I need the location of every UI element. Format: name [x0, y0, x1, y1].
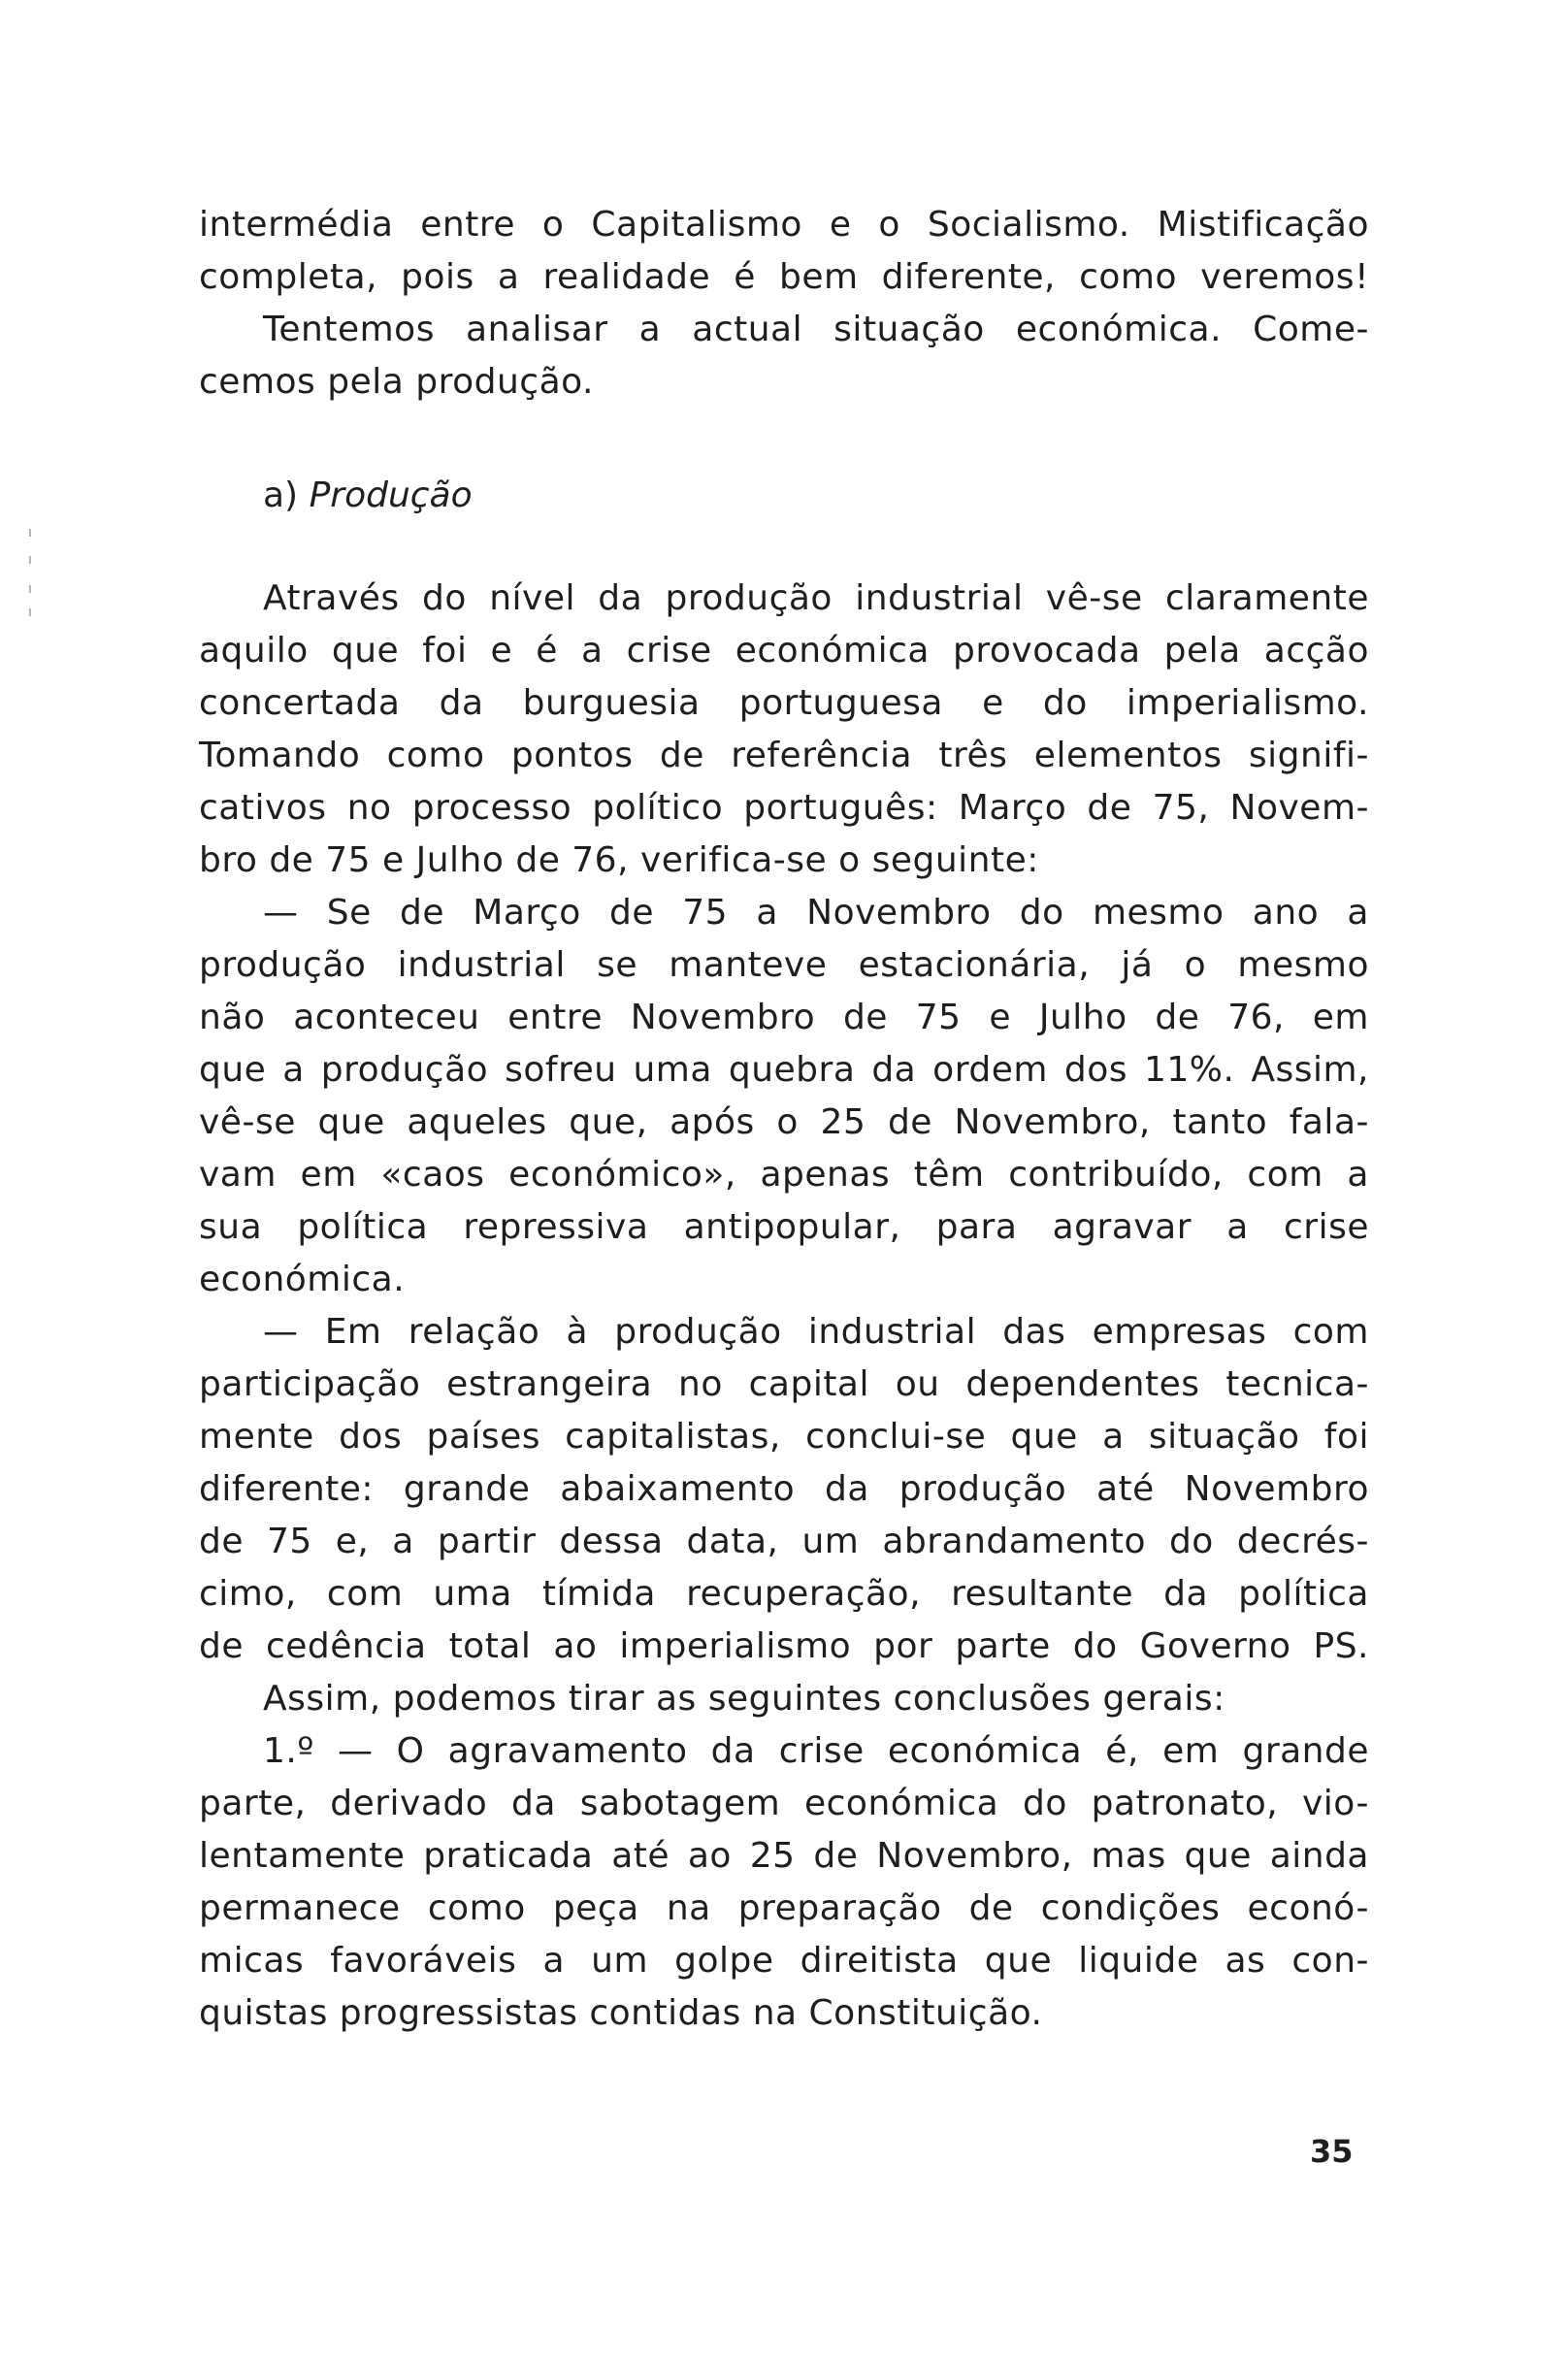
section-marker: a) — [263, 475, 299, 515]
text-line: parte, derivado da sabotagem económica do patronato, vio- — [199, 1784, 1369, 1823]
text-line: participação estrangeira no capital ou dependentes tecnica- — [199, 1364, 1369, 1404]
text-line: diferente: grande abaixamento da produção até Novembro — [199, 1469, 1369, 1509]
text-line: não aconteceu entre Novembro de 75 e Julho de 76, em — [199, 998, 1369, 1037]
text-line: cemos pela produção. — [199, 362, 594, 402]
text-line: sua política repressiva antipopular, para agravar a crise — [199, 1207, 1369, 1247]
text-line: aquilo que foi e é a crise económica provocada pela acção — [199, 631, 1369, 671]
section-title: Produção — [309, 475, 473, 515]
paragraph-march-november — [199, 887, 1369, 1306]
text-line: vê-se que aqueles que, após o 25 de Novembro, tanto fala- — [199, 1102, 1369, 1142]
text-line: de cedência total ao imperialismo por parte do Governo PS. — [199, 1626, 1369, 1666]
text-line: cimo, com uma tímida recuperação, resultante da política — [199, 1574, 1369, 1614]
text-line: cativos no processo político português: Março de 75, Novem- — [199, 788, 1369, 828]
text-line: intermédia entre o Capitalismo e o Socialismo. Mistificação — [199, 205, 1369, 245]
text-line: lentamente praticada até ao 25 de Novembro, mas que ainda — [199, 1836, 1369, 1876]
text-line: permanece como peça na preparação de condições econó- — [199, 1888, 1369, 1928]
intro-paragraph — [199, 199, 1369, 409]
page-number: 35 — [1310, 2133, 1354, 2170]
text-line: Tomando como pontos de referência três elementos signifi- — [199, 736, 1369, 775]
text-line: concertada da burguesia portuguesa e do imperialismo. — [199, 683, 1369, 723]
text-line: produção industrial se manteve estacionária, já o mesmo — [199, 945, 1369, 985]
text-line: micas favoráveis a um golpe direitista que liquide as con- — [199, 1941, 1369, 1981]
text-line: — Se de Março de 75 a Novembro do mesmo ano a — [263, 893, 1369, 933]
text-line: Tentemos analisar a actual situação económica. Come- — [263, 310, 1369, 349]
text-line: económica. — [199, 1260, 406, 1299]
text-line: 1.º — O agravamento da crise económica é, em grande — [263, 1731, 1369, 1771]
text-line: bro de 75 e Julho de 76, verifica-se o seguinte: — [199, 840, 1039, 880]
text-line: vam em «caos económico», apenas têm contribuído, com a — [199, 1155, 1369, 1195]
text-line: de 75 e, a partir dessa data, um abrandamento do decrés- — [199, 1522, 1369, 1561]
paragraph-conclusion-1 — [199, 1725, 1369, 2040]
text-line: Através do nível da produção industrial vê-se claramente — [263, 578, 1369, 618]
margin-scan-marks — [29, 529, 33, 616]
text-line: completa, pois a realidade é bem diferente, como veremos! — [199, 257, 1369, 297]
paragraph-production-level — [199, 573, 1369, 887]
text-line: Assim, podemos tirar as seguintes conclusões gerais: — [263, 1679, 1225, 1719]
text-line: mente dos países capitalistas, conclui-se que a situação foi — [199, 1417, 1369, 1457]
text-line: — Em relação à produção industrial das empresas com — [263, 1312, 1369, 1352]
paragraph-foreign-participation — [199, 1306, 1369, 1673]
section-heading — [263, 470, 473, 522]
paragraph-conclusions-intro — [199, 1673, 1369, 1725]
text-line: quistas progressistas contidas na Constituição. — [199, 1993, 1043, 2033]
text-line: que a produção sofreu uma quebra da ordem dos 11%. Assim, — [199, 1050, 1369, 1090]
